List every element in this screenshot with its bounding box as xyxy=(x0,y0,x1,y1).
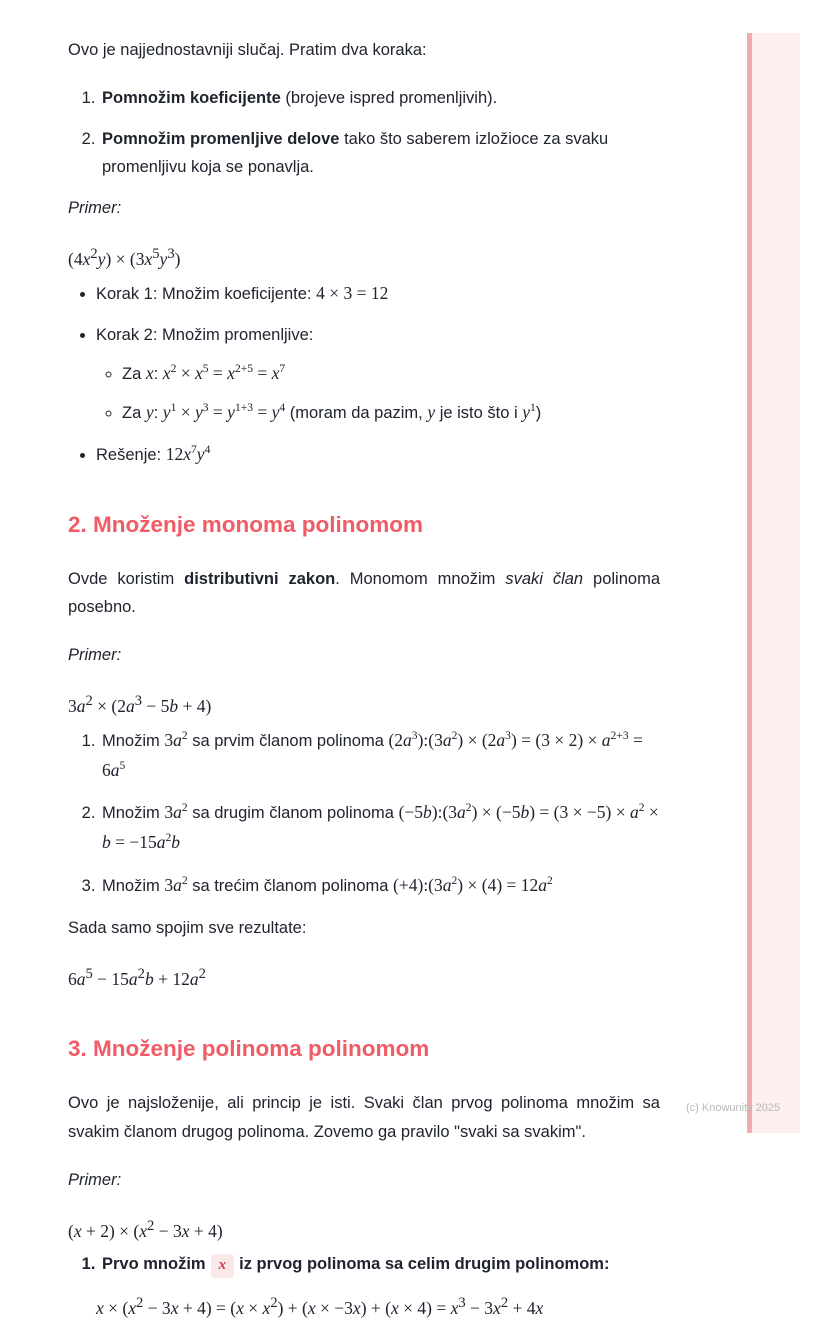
math-expression: x xyxy=(145,362,154,383)
paragraph: Sada samo spojim sve rezultate: xyxy=(68,918,307,937)
list-item: • Rešenje: $12x^7y^4$ xyxy=(96,440,660,470)
paragraph: Ovo je najjednostavniji slučaj. Pratim dva koraka: xyxy=(68,41,427,59)
list-item: • Korak 2: Množim promenljive: ◦ Za x: $x^2 \times x^5 = x^{2+5} = x^7$ ◦ Za y: $y^1 \times y^3 = y^{1+3} = y^4$ (moram da pazim, y je isto što i $y^1$) xyxy=(96,321,660,429)
math-expression: $y^1 \times y^3 = y^{1+3} = y^4$ xyxy=(162,402,286,423)
list-item: 2. Množim $3a^2$ sa drugim članom polinoma $(-5b):(3a^2) \times (-5b) = (3 \times -5) \times a^2 \times b = -15a^2b$ xyxy=(100,798,660,858)
italic-text: Primer: xyxy=(68,646,122,665)
math-expression: $(+4):(3a^2) \times (4) = 12a^2$ xyxy=(393,874,553,895)
bold-text: Prvo množim xyxy=(102,1255,206,1274)
bold-text: Pomnožim promenljive delove xyxy=(102,130,340,149)
math-expression: y xyxy=(427,402,436,423)
math-expression: 4 × 3 = 12 xyxy=(316,282,389,303)
list-item: 1. Pomnožim koeficijente (brojeve ispred promenljivih). xyxy=(100,84,660,112)
math-expression: $(-5b):(3a^2) \times (-5b) = (3 \times -5) \times a^2 \times b = -15a^2b$ xyxy=(102,802,659,853)
section-heading: 3. Množenje polinoma polinomom xyxy=(68,1036,430,1062)
list-item: • Korak 1: Množim koeficijente: 4 × 3 = 12 xyxy=(96,279,660,309)
numbered-list xyxy=(68,84,660,181)
italic-text: Primer: xyxy=(68,199,122,218)
example-label xyxy=(68,641,660,669)
math-expression: $y^1$ xyxy=(522,402,536,423)
list-item: 3. Množim $3a^2$ sa trećim članom polinoma $(+4):(3a^2) \times (4) = 12a^2$ xyxy=(100,871,660,901)
math-line: $6a^5 - 15a^2b + 12a^2$ xyxy=(68,965,206,989)
math-expression: $3a^2$ xyxy=(164,874,188,895)
inline-code-badge: x xyxy=(211,1254,235,1278)
math-expression: $12x^7y^4$ xyxy=(165,444,211,465)
bold-text: Pomnožim koeficijente xyxy=(102,89,281,108)
math-expression: $(2a^3):(3a^2) \times (2a^3) = (3 \times 2) \times a^{2+3} = 6a^5$ xyxy=(102,729,643,780)
italic-text: Primer: xyxy=(68,1170,122,1189)
list-item: 1. Množim $3a^2$ sa prvim članom polinoma $(2a^3):(3a^2) \times (2a^3) = (3 \times 2) \times a^{2+3} = 6a^5$ xyxy=(100,726,660,786)
numbered-list xyxy=(68,1250,660,1278)
document-body xyxy=(68,36,660,1344)
bold-text: iz prvog polinoma sa celim drugim polinomom: xyxy=(239,1255,610,1274)
sub-list-item: ◦ Za x: $x^2 \times x^5 = x^{2+5} = x^7$ xyxy=(122,359,660,389)
bullet-list xyxy=(68,279,660,470)
math-line: $(x + 2) \times (x^2 - 3x + 4)$ xyxy=(68,1217,223,1241)
math-line: $x \times (x^2 - 3x + 4) = (x \times x^2) + (x \times -3x) + (x \times 4) = x^3 - 3x^2 + 4x$ xyxy=(96,1295,544,1319)
math-expression: $3a^2$ xyxy=(164,729,188,750)
math-line: $3a^2 \times (2a^3 - 5b + 4)$ xyxy=(68,693,212,717)
list-item xyxy=(100,1250,660,1278)
italic-text: svaki član xyxy=(505,570,584,589)
watermark: (c) Knowunity 2025 xyxy=(686,1102,781,1114)
list-item: 2. Pomnožim promenljive delove tako što saberem izložioce za svaku promenljivu koja se ponavlja. xyxy=(100,125,660,181)
example-label xyxy=(68,194,660,222)
math-expression: $3a^2$ xyxy=(164,802,188,823)
numbered-list xyxy=(68,726,660,901)
sub-bullet-list xyxy=(96,359,660,429)
section-heading: 2. Množenje monoma polinomom xyxy=(68,511,424,537)
paragraph: Ovde koristim distributivni zakon. Monomom množim svaki član polinoma posebno. xyxy=(68,570,660,617)
math-expression: y xyxy=(145,402,154,423)
math-line: $(4x^2y) \times (3x^5y^3)$ xyxy=(68,246,181,270)
sub-list-item: ◦ Za y: $y^1 \times y^3 = y^{1+3} = y^4$ (moram da pazim, y je isto što i $y^1$) xyxy=(122,398,660,428)
right-accent-bar xyxy=(747,33,800,1133)
example-label xyxy=(68,1166,660,1194)
math-expression: $x^2 \times x^5 = x^{2+5} = x^7$ xyxy=(162,362,286,383)
paragraph: Ovo je najsloženije, ali princip je isti. Svaki član prvog polinoma množim sa svakim članom drugog polinoma. Zovemo ga pravilo "svaki sa svakim". xyxy=(68,1094,660,1141)
bold-text: distributivni zakon xyxy=(184,570,336,589)
